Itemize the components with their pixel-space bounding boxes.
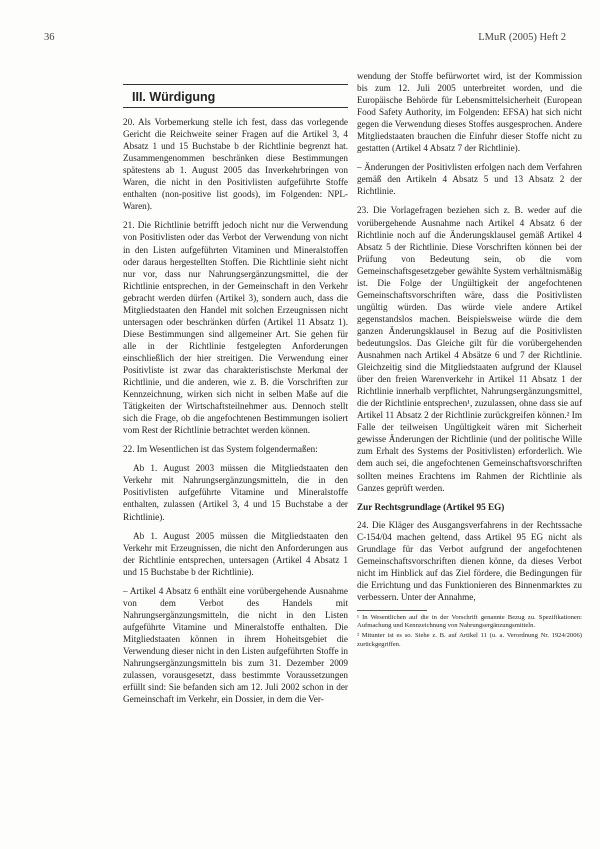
paragraph-20: 20. Als Vorbemerkung stelle ich fest, dass das vorlegende Gericht die Reichweite seiner Fragen auf die Artikel 3, 4 Absatz 1 und 15 Buchstabe b der Richtlinie begrenzt hat. Zusammengenommen beschränken diese Bestimmungen spätestens ab 1. August 2005 das Inverkehrbringen von Waren, die nicht in den Positivlisten aufgeführte Stoffe enthalten (non-positive list goods), im Folgenden: NPL-Waren). [123, 117, 348, 212]
paragraph-21: 21. Die Richtlinie betrifft jedoch nicht nur die Verwendung von Positivlisten oder das Verbot der Verwendung von nicht in den Listen aufgeführten Vitaminen und Mineralstoffen oder daraus hergestellten Stoffen. Die Richtlinie sieht nicht nur vor, dass nur Nahrungsergänzungsmittel, die der Richtlinie entsprechen, in der Gemeinschaft in den Verkehr gebracht werden dürfen (Artikel 3), sondern auch, dass die Mitgliedstaaten den Handel mit solchen Erzeugnissen nicht untersagen oder beschränken dürfen (Artikel 11 Absatz 1). Diese Bestimmungen sind allgemeiner Art. Sie gehen für alle in der Richtlinie festgelegten Anforderungen einschließlich der hier streitigen. Die Verwendung einer Positivliste ist zwar das charakteristischste Merkmal der Richtlinie, und die anderen, wie z. B. die Vorschriften zur Kennzeichnung, wirken sich nicht in selben Maße auf die Tätigkeiten der Wirtschaftsteilnehmer aus. Dennoch stellt sich die Frage, ob die angefochtenen Bestimmungen isoliert vom Rest der Richtlinie betrachtet werden können. [123, 220, 348, 436]
footnote-2: ² Mitunter ist es so. Siehe z. B. auf Artikel 11 (u. a. Verordnung Nr. 1924/2006) zurückgegriffen. [357, 632, 582, 648]
title-rule-bottom [123, 107, 348, 108]
paragraph-23: 23. Die Vorlagefragen beziehen sich z. B. weder auf die vorübergehende Ausnahme nach Artikel 4 Absatz 6 der Richtlinie noch auf die Änderungsklausel gemäß Artikel 4 Absatz 5 der Richtlinie. Diese Vorschriften können bei der Prüfung von Bedeutung sein, ob die vom Gemeinschaftsgesetzgeber gewählte System verhältnismäßig ist. Die Folge der Ungültigkeit der angefochtenen Gemeinschaftsvorschriften wäre, dass die Positivlisten ungültig würden. Das würde viele andere Artikel gegenstandslos machen. Beispielsweise würde die dem ganzen Änderungsklausel in Bezug auf die Positivlisten bedeutungslos. Das Gleiche gilt für die vorübergehenden Ausnahmen nach Artikel 4 Absätze 6 und 7 der Richtlinie. Gleichzeitig sind die Mitgliedstaaten aufgrund der Klausel über den freien Warenverkehr in Artikel 11 Absatz 1 der Richtlinie innerhalb verpflichtet, Nahrungsergänzungsmittel, die der Richtlinie entsprechen¹, zuzulassen, ohne dass sie auf Artikel 11 Absatz 2 der Richtlinie zurückgreifen können.² Im Falle der teilweisen Ungültigkeit wären mit Sicherheit gewisse Änderungen der Richtlinie (und der politische Wille zum Erhalt des Systems der Positivlisten) erforderlich. Wie dem auch sei, die angefochtenen Gemeinschaftsvorschriften sollten meines Erachtens im Rahmen der Richtlinie als Ganzes geprüft werden. [357, 205, 582, 493]
paragraph-24: 24. Die Kläger des Ausgangsverfahrens in der Rechtssache C-154/04 machen geltend, dass Artikel 95 EG nicht als Grundlage für das Verbot aufgrund der angefochtenen Gemeinschaftsvorschriften dienen könne, da dieses Verbot nicht im Hinblick auf das Ziel fördere, die Bedingungen für die Errichtung und das Funktionieren des Binnenmarktes zu verbessern. Unter der Annahme, [357, 519, 582, 602]
page-header [44, 32, 566, 48]
journal-reference: LMuR (2005) Heft 2 [478, 32, 566, 43]
page-number: 36 [44, 32, 55, 43]
left-column [123, 84, 348, 712]
paragraph-amendments: – Änderungen der Positivlisten erfolgen nach dem Verfahren gemäß den Artikeln 4 Absatz 5 und 13 Absatz 2 der Richtlinie. [357, 162, 582, 197]
paragraph-continued: wendung der Stoffe befürwortet wird, ist der Kommission bis zum 12. Juli 2005 unterbreitet worden, und die Europäische Behörde für Lebensmittelsicherheit (European Food Safety Authority, im Folgenden: EFSA) hat sich nicht gegen die Verwendung dieses Stoffes ausgesprochen. Andere Mitgliedstaaten brauchen die Einfuhr dieser Stoffe nicht zu gestatten (Artikel 4 Absatz 7 der Richtlinie). [357, 71, 582, 154]
footnote-1: ¹ In Wesentlichen auf die in der Vorschrift genannte Bezug zu. Spezifikationen: Aufmachung und Kennzeichnung von Nahrungsergänzungsmitteln. [357, 613, 582, 630]
right-column [357, 70, 582, 651]
paragraph-22-c: – Artikel 4 Absatz 6 enthält eine vorübergehende Ausnahme von dem Verbot des Handels mit Nahrungsergänzungsmitteln, die nicht in den Listen aufgeführte Vitamine und Mineralstoffe enthalten. Die Mitgliedstaaten können in ihrem Hoheitsgebiet die Verwendung dieser nicht in den Listen aufgeführten Stoffe in Nahrungsergänzungsmitteln bis zum 31. Dezember 2009 zulassen, vorausgesetzt, dass bestimmte Voraussetzungen erfüllt sind: Sie befanden sich am 12. Juli 2002 schon in der Gemeinschaft im Verkehr, ein Dossier, in dem die Ver- [123, 585, 348, 705]
footnote-rule [357, 610, 427, 611]
paragraph-22-a: Ab 1. August 2003 müssen die Mitgliedstaaten den Verkehr mit Nahrungsergänzungsmitteln, die in den Positivlisten aufgeführte Vitamine und Mineralstoffe enthalten, zulassen (Artikel 3, 4 und 15 Buchstabe a der Richtlinie). [123, 463, 348, 522]
title-rule-top [123, 84, 348, 85]
section-title: III. Würdigung [132, 90, 216, 104]
paragraph-22-b: Ab 1. August 2005 müssen die Mitgliedstaaten den Verkehr mit Erzeugnissen, die nicht den Anforderungen aus der Richtlinie entsprechen, untersagen (Artikel 4 Absatz 1 und 15 Buchstabe b der Richtlinie). [123, 530, 348, 577]
subsection-heading: Zur Rechtsgrundlage (Artikel 95 EG) [357, 501, 505, 512]
paragraph-22: 22. Im Wesentlichen ist das System folgendermaßen: [123, 444, 318, 455]
